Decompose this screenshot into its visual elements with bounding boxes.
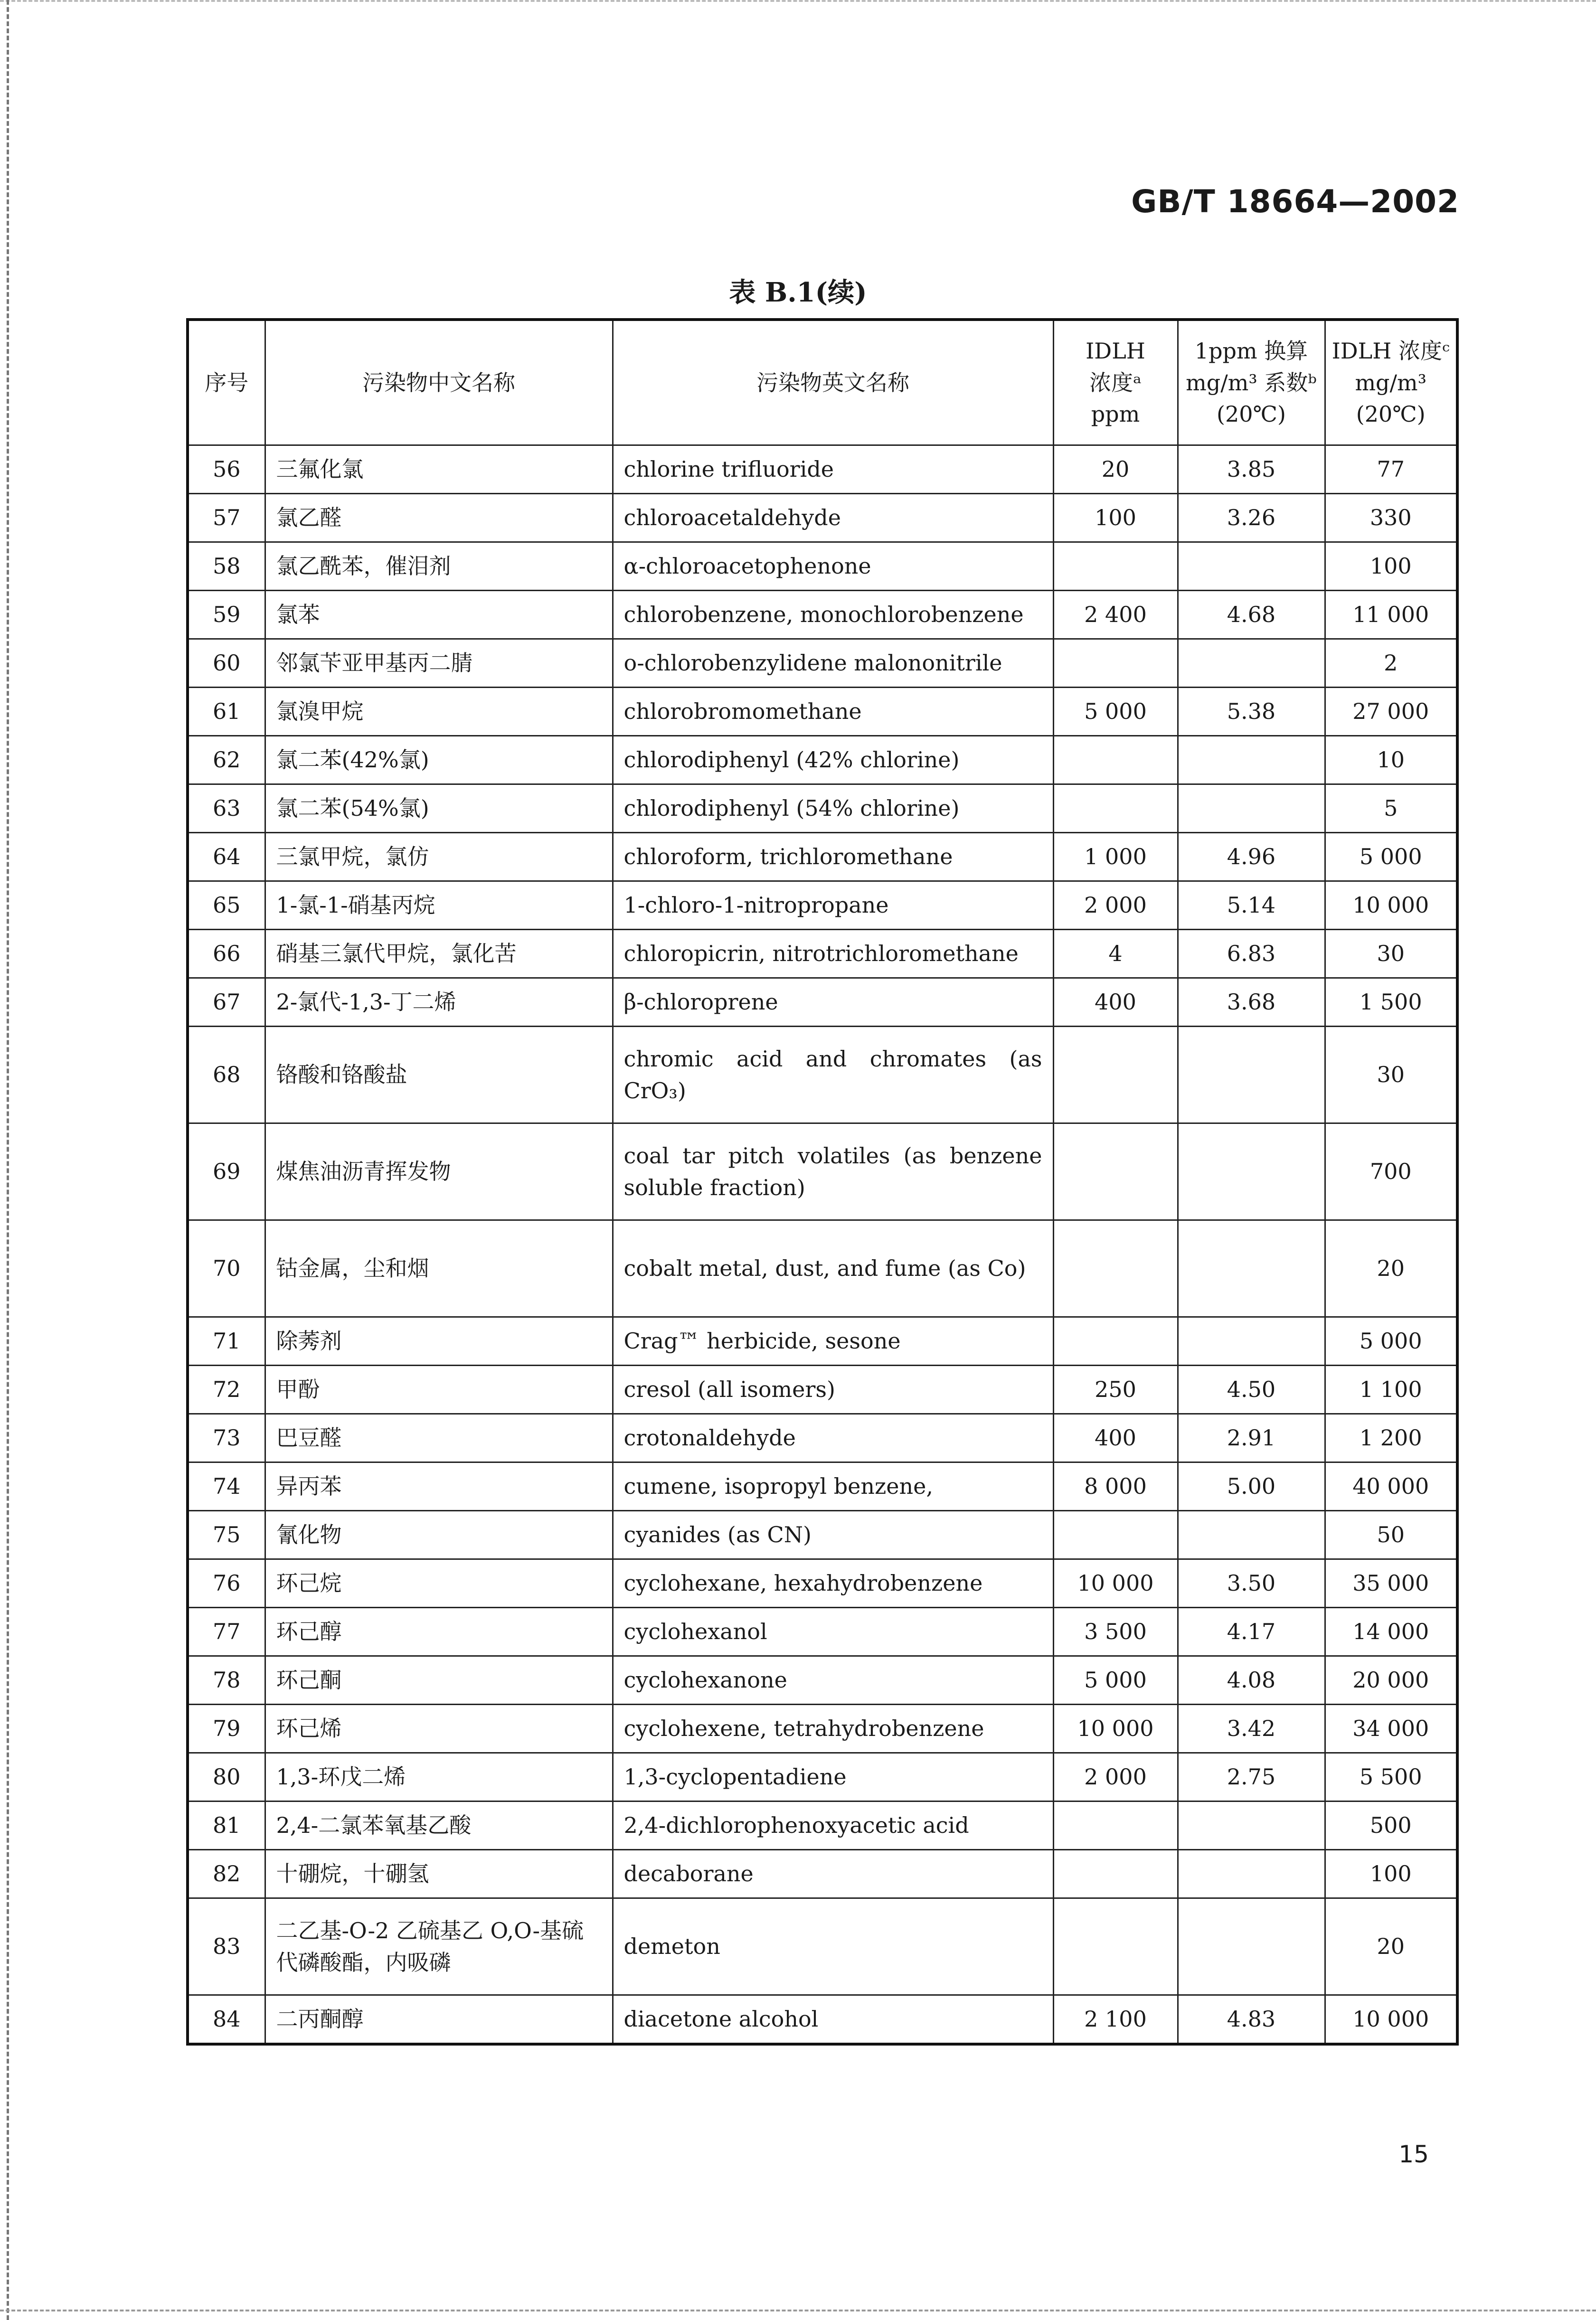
idlh-ppm bbox=[1053, 1027, 1178, 1123]
english-name: β-chloroprene bbox=[613, 978, 1053, 1027]
chinese-name: 氯二苯(54%氯) bbox=[265, 784, 613, 833]
chinese-name: 二乙基-O-2 乙硫基乙 O,O-基硫代磷酸酯，内吸磷 bbox=[265, 1898, 613, 1995]
english-name: α-chloroacetophenone bbox=[613, 542, 1053, 591]
english-name: chloropicrin, nitrotrichloromethane bbox=[613, 930, 1053, 978]
english-name: crotonaldehyde bbox=[613, 1414, 1053, 1462]
conversion-factor: 3.42 bbox=[1178, 1705, 1325, 1753]
standard-number: GB/T 18664—2002 bbox=[1131, 183, 1459, 220]
table-row bbox=[188, 881, 1457, 930]
row-number: 78 bbox=[188, 1656, 265, 1705]
idlh-ppm bbox=[1053, 1801, 1178, 1850]
scan-edge-top bbox=[0, 0, 1596, 2]
idlh-mg: 10 bbox=[1325, 736, 1457, 784]
table-header-row bbox=[188, 320, 1457, 445]
conversion-factor bbox=[1178, 736, 1325, 784]
row-number: 58 bbox=[188, 542, 265, 591]
english-name: cyclohexene, tetrahydrobenzene bbox=[613, 1705, 1053, 1753]
header-line: 序号 bbox=[205, 369, 249, 396]
idlh-ppm: 1 000 bbox=[1053, 833, 1178, 881]
idlh-mg: 10 000 bbox=[1325, 881, 1457, 930]
row-number: 68 bbox=[188, 1027, 265, 1123]
header-cn-name bbox=[265, 320, 613, 445]
table-row bbox=[188, 1414, 1457, 1462]
row-number: 76 bbox=[188, 1559, 265, 1608]
header-line: mg/m³ bbox=[1355, 369, 1427, 396]
idlh-mg: 500 bbox=[1325, 1801, 1457, 1850]
row-number: 65 bbox=[188, 881, 265, 930]
row-number: 63 bbox=[188, 784, 265, 833]
chinese-name: 1,3-环戊二烯 bbox=[265, 1753, 613, 1801]
english-name: coal tar pitch volatiles (as benzene soluble fraction) bbox=[613, 1123, 1053, 1220]
idlh-ppm: 2 000 bbox=[1053, 881, 1178, 930]
chinese-name: 氯乙酰苯，催泪剂 bbox=[265, 542, 613, 591]
table-row bbox=[188, 1656, 1457, 1705]
english-name: cobalt metal, dust, and fume (as Co) bbox=[613, 1220, 1053, 1317]
idlh-mg: 20 bbox=[1325, 1220, 1457, 1317]
header-line: (20℃) bbox=[1356, 401, 1426, 427]
idlh-ppm: 4 bbox=[1053, 930, 1178, 978]
idlh-ppm bbox=[1053, 1898, 1178, 1995]
row-number: 83 bbox=[188, 1898, 265, 1995]
header-idlh-mg bbox=[1325, 320, 1457, 445]
idlh-mg: 1 200 bbox=[1325, 1414, 1457, 1462]
conversion-factor: 5.00 bbox=[1178, 1462, 1325, 1511]
idlh-mg: 330 bbox=[1325, 494, 1457, 542]
conversion-factor: 3.26 bbox=[1178, 494, 1325, 542]
pollutant-table bbox=[186, 318, 1459, 2046]
idlh-mg: 30 bbox=[1325, 930, 1457, 978]
conversion-factor: 3.85 bbox=[1178, 445, 1325, 494]
idlh-mg: 35 000 bbox=[1325, 1559, 1457, 1608]
idlh-mg: 50 bbox=[1325, 1511, 1457, 1559]
idlh-mg: 5 bbox=[1325, 784, 1457, 833]
english-name: chromic acid and chromates (as CrO₃) bbox=[613, 1027, 1053, 1123]
idlh-mg: 1 500 bbox=[1325, 978, 1457, 1027]
header-line: ppm bbox=[1091, 401, 1140, 427]
row-number: 62 bbox=[188, 736, 265, 784]
conversion-factor: 4.50 bbox=[1178, 1366, 1325, 1414]
table-row bbox=[188, 833, 1457, 881]
english-name: decaborane bbox=[613, 1850, 1053, 1898]
header-line: 污染物中文名称 bbox=[362, 369, 515, 396]
chinese-name: 甲酚 bbox=[265, 1366, 613, 1414]
english-name: o-chlorobenzylidene malononitrile bbox=[613, 639, 1053, 688]
table-row bbox=[188, 1511, 1457, 1559]
chinese-name: 邻氯苄亚甲基丙二腈 bbox=[265, 639, 613, 688]
idlh-ppm bbox=[1053, 1317, 1178, 1366]
conversion-factor bbox=[1178, 1317, 1325, 1366]
idlh-mg: 34 000 bbox=[1325, 1705, 1457, 1753]
english-name: chlorodiphenyl (54% chlorine) bbox=[613, 784, 1053, 833]
idlh-mg: 5 000 bbox=[1325, 833, 1457, 881]
header-line: IDLH bbox=[1086, 338, 1145, 364]
chinese-name: 2-氯代-1,3-丁二烯 bbox=[265, 978, 613, 1027]
row-number: 67 bbox=[188, 978, 265, 1027]
idlh-mg: 2 bbox=[1325, 639, 1457, 688]
chinese-name: 氰化物 bbox=[265, 1511, 613, 1559]
idlh-ppm bbox=[1053, 1220, 1178, 1317]
table-row bbox=[188, 736, 1457, 784]
chinese-name: 环己酮 bbox=[265, 1656, 613, 1705]
table-row bbox=[188, 930, 1457, 978]
chinese-name: 1-氯-1-硝基丙烷 bbox=[265, 881, 613, 930]
table-row bbox=[188, 1608, 1457, 1656]
conversion-factor: 2.75 bbox=[1178, 1753, 1325, 1801]
chinese-name: 氯二苯(42%氯) bbox=[265, 736, 613, 784]
conversion-factor: 4.17 bbox=[1178, 1608, 1325, 1656]
conversion-factor: 3.68 bbox=[1178, 978, 1325, 1027]
chinese-name: 铬酸和铬酸盐 bbox=[265, 1027, 613, 1123]
idlh-ppm bbox=[1053, 1850, 1178, 1898]
idlh-mg: 30 bbox=[1325, 1027, 1457, 1123]
conversion-factor bbox=[1178, 1027, 1325, 1123]
idlh-ppm: 10 000 bbox=[1053, 1705, 1178, 1753]
idlh-mg: 20 000 bbox=[1325, 1656, 1457, 1705]
idlh-mg: 20 bbox=[1325, 1898, 1457, 1995]
table-title: 表 B.1(续) bbox=[729, 277, 867, 308]
chinese-name: 硝基三氯代甲烷，氯化苦 bbox=[265, 930, 613, 978]
table-row bbox=[188, 542, 1457, 591]
conversion-factor bbox=[1178, 1801, 1325, 1850]
english-name: cyclohexanol bbox=[613, 1608, 1053, 1656]
chinese-name: 异丙苯 bbox=[265, 1462, 613, 1511]
idlh-ppm: 250 bbox=[1053, 1366, 1178, 1414]
table-row bbox=[188, 591, 1457, 639]
table-row bbox=[188, 1220, 1457, 1317]
chinese-name: 三氯甲烷，氯仿 bbox=[265, 833, 613, 881]
row-number: 69 bbox=[188, 1123, 265, 1220]
conversion-factor bbox=[1178, 1898, 1325, 1995]
row-number: 70 bbox=[188, 1220, 265, 1317]
chinese-name: 氯苯 bbox=[265, 591, 613, 639]
chinese-name: 氯乙醛 bbox=[265, 494, 613, 542]
idlh-ppm: 10 000 bbox=[1053, 1559, 1178, 1608]
header-line: 1ppm 换算 bbox=[1194, 338, 1308, 364]
english-name: chlorobenzene, monochlorobenzene bbox=[613, 591, 1053, 639]
header-no bbox=[188, 320, 265, 445]
header-line: mg/m³ 系数ᵇ bbox=[1186, 369, 1317, 396]
row-number: 56 bbox=[188, 445, 265, 494]
table-row bbox=[188, 978, 1457, 1027]
conversion-factor: 5.14 bbox=[1178, 881, 1325, 930]
idlh-mg: 11 000 bbox=[1325, 591, 1457, 639]
chinese-name: 三氟化氯 bbox=[265, 445, 613, 494]
idlh-mg: 700 bbox=[1325, 1123, 1457, 1220]
conversion-factor bbox=[1178, 1123, 1325, 1220]
conversion-factor: 4.83 bbox=[1178, 1995, 1325, 2045]
chinese-name: 除莠剂 bbox=[265, 1317, 613, 1366]
chinese-name: 巴豆醛 bbox=[265, 1414, 613, 1462]
chinese-name: 钴金属，尘和烟 bbox=[265, 1220, 613, 1317]
idlh-mg: 100 bbox=[1325, 1850, 1457, 1898]
english-name: 1,3-cyclopentadiene bbox=[613, 1753, 1053, 1801]
row-number: 73 bbox=[188, 1414, 265, 1462]
conversion-factor: 4.68 bbox=[1178, 591, 1325, 639]
chinese-name: 十硼烷，十硼氢 bbox=[265, 1850, 613, 1898]
chinese-name: 环己烷 bbox=[265, 1559, 613, 1608]
row-number: 57 bbox=[188, 494, 265, 542]
idlh-ppm: 5 000 bbox=[1053, 1656, 1178, 1705]
conversion-factor bbox=[1178, 784, 1325, 833]
english-name: chloroacetaldehyde bbox=[613, 494, 1053, 542]
idlh-ppm bbox=[1053, 1123, 1178, 1220]
conversion-factor: 3.50 bbox=[1178, 1559, 1325, 1608]
idlh-ppm: 400 bbox=[1053, 1414, 1178, 1462]
table-row bbox=[188, 639, 1457, 688]
idlh-mg: 40 000 bbox=[1325, 1462, 1457, 1511]
idlh-mg: 5 000 bbox=[1325, 1317, 1457, 1366]
table-row bbox=[188, 1801, 1457, 1850]
table-row bbox=[188, 1559, 1457, 1608]
table-row bbox=[188, 494, 1457, 542]
idlh-ppm: 100 bbox=[1053, 494, 1178, 542]
header-en-name bbox=[613, 320, 1053, 445]
row-number: 61 bbox=[188, 688, 265, 736]
scan-edge-bottom bbox=[0, 2310, 1596, 2311]
table-row bbox=[188, 1462, 1457, 1511]
header-line: (20℃) bbox=[1217, 401, 1286, 427]
row-number: 72 bbox=[188, 1366, 265, 1414]
english-name: Crag™ herbicide, sesone bbox=[613, 1317, 1053, 1366]
idlh-ppm bbox=[1053, 542, 1178, 591]
row-number: 66 bbox=[188, 930, 265, 978]
english-name: chlorodiphenyl (42% chlorine) bbox=[613, 736, 1053, 784]
english-name: chloroform, trichloromethane bbox=[613, 833, 1053, 881]
table-row bbox=[188, 1366, 1457, 1414]
header-idlh-ppm bbox=[1053, 320, 1178, 445]
idlh-mg: 10 000 bbox=[1325, 1995, 1457, 2045]
chinese-name: 煤焦油沥青挥发物 bbox=[265, 1123, 613, 1220]
conversion-factor bbox=[1178, 1850, 1325, 1898]
english-name: chlorobromomethane bbox=[613, 688, 1053, 736]
idlh-mg: 77 bbox=[1325, 445, 1457, 494]
conversion-factor: 2.91 bbox=[1178, 1414, 1325, 1462]
conversion-factor: 4.08 bbox=[1178, 1656, 1325, 1705]
idlh-ppm bbox=[1053, 736, 1178, 784]
header-line: IDLH 浓度ᶜ bbox=[1332, 338, 1450, 364]
chinese-name: 氯溴甲烷 bbox=[265, 688, 613, 736]
row-number: 81 bbox=[188, 1801, 265, 1850]
row-number: 64 bbox=[188, 833, 265, 881]
idlh-mg: 1 100 bbox=[1325, 1366, 1457, 1414]
chinese-name: 2,4-二氯苯氧基乙酸 bbox=[265, 1801, 613, 1850]
header-line: 污染物英文名称 bbox=[756, 369, 909, 396]
header-conversion-factor bbox=[1178, 320, 1325, 445]
page-number: 15 bbox=[1398, 2141, 1429, 2168]
table-row bbox=[188, 1317, 1457, 1366]
table-body bbox=[188, 445, 1457, 2045]
idlh-mg: 100 bbox=[1325, 542, 1457, 591]
conversion-factor: 4.96 bbox=[1178, 833, 1325, 881]
english-name: chlorine trifluoride bbox=[613, 445, 1053, 494]
idlh-mg: 14 000 bbox=[1325, 1608, 1457, 1656]
english-name: cyanides (as CN) bbox=[613, 1511, 1053, 1559]
table-row bbox=[188, 1995, 1457, 2045]
row-number: 77 bbox=[188, 1608, 265, 1656]
header-line: 浓度ᵃ bbox=[1089, 369, 1142, 396]
idlh-ppm: 5 000 bbox=[1053, 688, 1178, 736]
table-row bbox=[188, 1705, 1457, 1753]
row-number: 82 bbox=[188, 1850, 265, 1898]
english-name: cyclohexane, hexahydrobenzene bbox=[613, 1559, 1053, 1608]
chinese-name: 二丙酮醇 bbox=[265, 1995, 613, 2045]
idlh-ppm: 2 400 bbox=[1053, 591, 1178, 639]
conversion-factor bbox=[1178, 639, 1325, 688]
table-row bbox=[188, 784, 1457, 833]
scan-edge-left bbox=[7, 0, 9, 2320]
conversion-factor: 5.38 bbox=[1178, 688, 1325, 736]
idlh-ppm: 2 100 bbox=[1053, 1995, 1178, 2045]
table-row bbox=[188, 445, 1457, 494]
conversion-factor bbox=[1178, 1220, 1325, 1317]
table-row bbox=[188, 1850, 1457, 1898]
row-number: 75 bbox=[188, 1511, 265, 1559]
english-name: diacetone alcohol bbox=[613, 1995, 1053, 2045]
english-name: demeton bbox=[613, 1898, 1053, 1995]
table-row bbox=[188, 1898, 1457, 1995]
row-number: 84 bbox=[188, 1995, 265, 2045]
english-name: 2,4-dichlorophenoxyacetic acid bbox=[613, 1801, 1053, 1850]
table-row bbox=[188, 1027, 1457, 1123]
chinese-name: 环己烯 bbox=[265, 1705, 613, 1753]
english-name: 1-chloro-1-nitropropane bbox=[613, 881, 1053, 930]
idlh-ppm bbox=[1053, 784, 1178, 833]
idlh-ppm: 20 bbox=[1053, 445, 1178, 494]
table-row bbox=[188, 1123, 1457, 1220]
idlh-mg: 5 500 bbox=[1325, 1753, 1457, 1801]
row-number: 74 bbox=[188, 1462, 265, 1511]
idlh-ppm bbox=[1053, 639, 1178, 688]
row-number: 71 bbox=[188, 1317, 265, 1366]
row-number: 80 bbox=[188, 1753, 265, 1801]
english-name: cyclohexanone bbox=[613, 1656, 1053, 1705]
english-name: cumene, isopropyl benzene, bbox=[613, 1462, 1053, 1511]
table-row bbox=[188, 688, 1457, 736]
idlh-ppm: 400 bbox=[1053, 978, 1178, 1027]
row-number: 60 bbox=[188, 639, 265, 688]
idlh-ppm: 3 500 bbox=[1053, 1608, 1178, 1656]
row-number: 79 bbox=[188, 1705, 265, 1753]
idlh-ppm: 8 000 bbox=[1053, 1462, 1178, 1511]
idlh-mg: 27 000 bbox=[1325, 688, 1457, 736]
idlh-ppm: 2 000 bbox=[1053, 1753, 1178, 1801]
conversion-factor: 6.83 bbox=[1178, 930, 1325, 978]
table-row bbox=[188, 1753, 1457, 1801]
idlh-ppm bbox=[1053, 1511, 1178, 1559]
chinese-name: 环己醇 bbox=[265, 1608, 613, 1656]
row-number: 59 bbox=[188, 591, 265, 639]
english-name: cresol (all isomers) bbox=[613, 1366, 1053, 1414]
conversion-factor bbox=[1178, 542, 1325, 591]
conversion-factor bbox=[1178, 1511, 1325, 1559]
